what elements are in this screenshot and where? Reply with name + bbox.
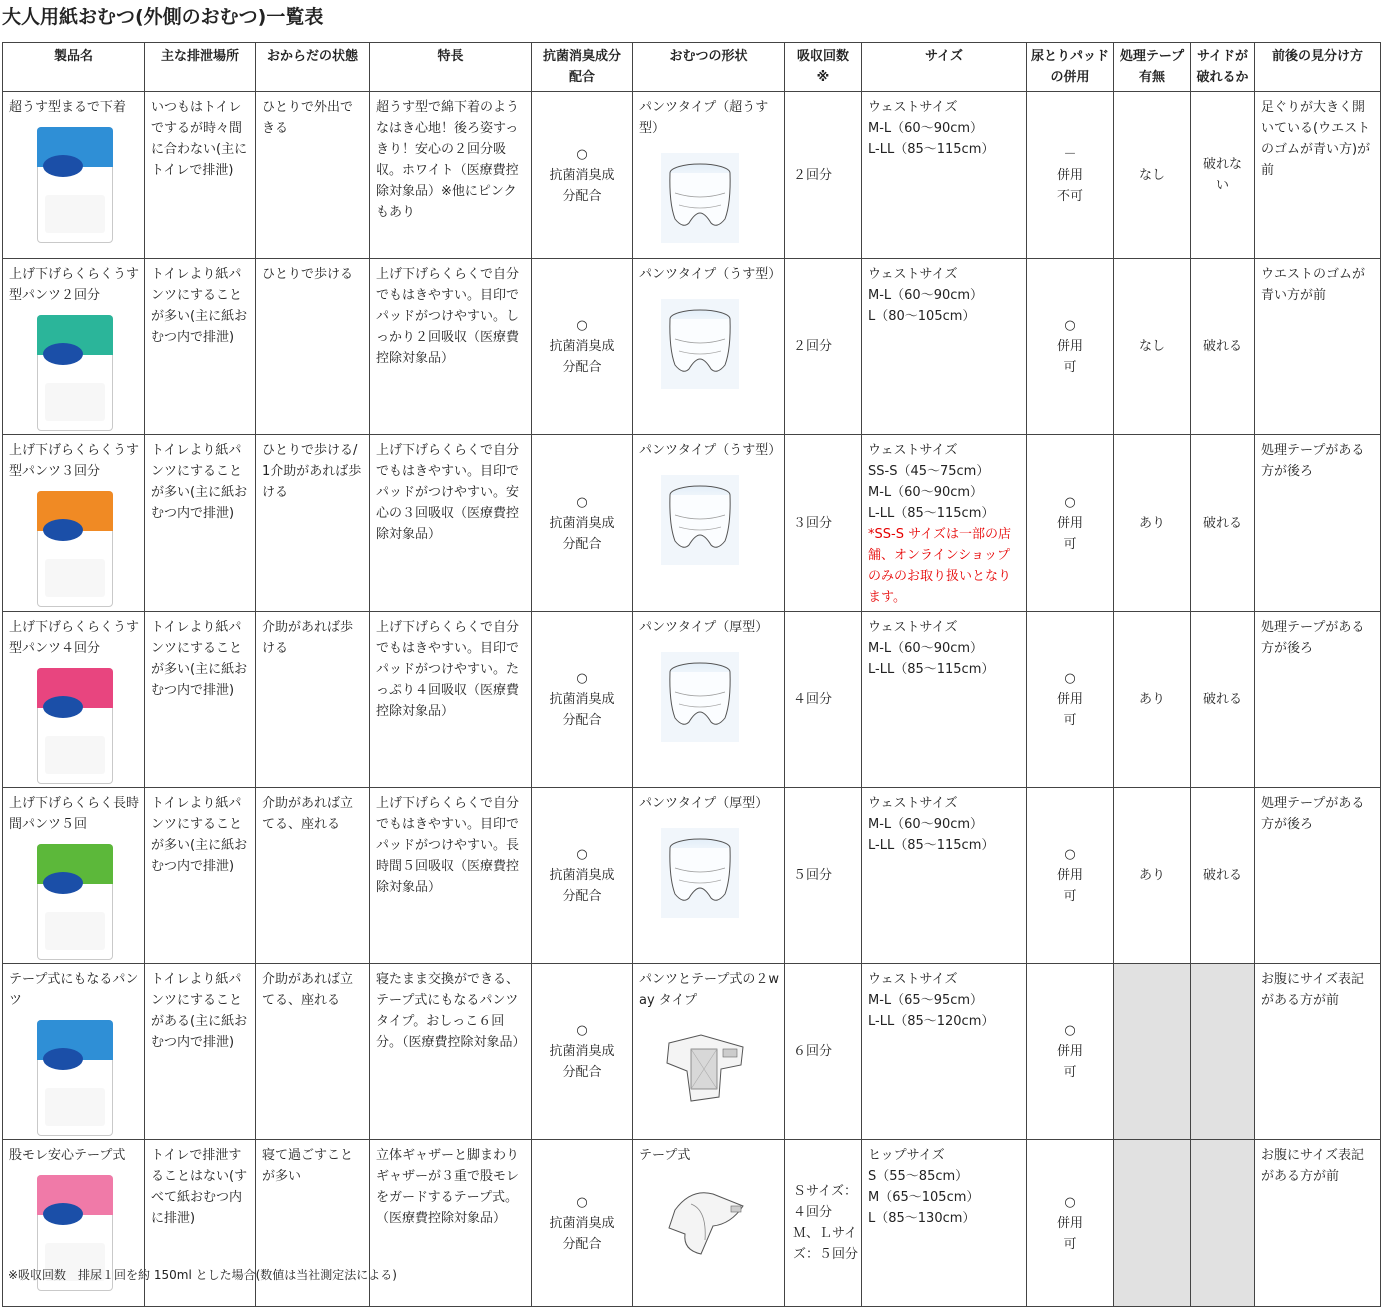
diaper-pants-icon: [661, 828, 739, 918]
product-name: テープ式にもなるパンツ: [9, 972, 139, 1008]
cell-pad: [1027, 435, 1114, 612]
cell-body: 介助があれば立てる、座れる: [256, 964, 370, 1140]
cell-place: トイレより紙パンツにすることがある(主に紙おむつ内で排泄): [145, 964, 256, 1140]
table-row: [3, 788, 1381, 964]
header-shape: おむつの形状: [633, 43, 785, 92]
cell-absorb: ４回分: [785, 612, 862, 788]
size-value: M（65～105cm）: [868, 1190, 980, 1205]
cell-absorb: ６回分: [785, 964, 862, 1140]
size-value: L-LL（85～115cm）: [868, 838, 995, 853]
header-place: 主な排泄場所: [145, 43, 256, 92]
shape-text: テープ式: [639, 1148, 691, 1163]
table-row: [3, 92, 1381, 259]
shape-text: パンツタイプ（厚型）: [639, 796, 769, 811]
cell-absorb: ５回分: [785, 788, 862, 964]
antibac-mark: ○: [576, 1194, 588, 1210]
size-value: M-L（60～90cm）: [868, 121, 984, 136]
cell-body: 介助があれば歩ける: [256, 612, 370, 788]
cell-absorb: ２回分: [785, 92, 862, 259]
cell-shape: [633, 259, 785, 435]
cell-front: ウエストのゴムが青い方が前: [1255, 259, 1381, 435]
header-front: 前後の見分け方: [1255, 43, 1381, 92]
size-value: L-LL（85～115cm）: [868, 506, 995, 521]
cell-front: 処理テープがある方が後ろ: [1255, 435, 1381, 612]
diaper-pants-icon: [661, 299, 739, 389]
antibac-text: 抗菌消臭成分配合: [549, 868, 615, 904]
antibac-text: 抗菌消臭成分配合: [549, 1044, 615, 1080]
size-value: M-L（60～90cm）: [868, 817, 984, 832]
cell-pad: [1027, 1140, 1114, 1307]
cell-size: [862, 788, 1027, 964]
cell-pad: [1027, 612, 1114, 788]
cell-side: 破れる: [1191, 259, 1255, 435]
pad-mark: －: [1063, 146, 1077, 162]
cell-place: トイレで排泄することはない(すべて紙おむつ内に排泄): [145, 1140, 256, 1307]
cell-size: [862, 92, 1027, 259]
table-row: [3, 964, 1381, 1140]
cell-front: 処理テープがある方が後ろ: [1255, 612, 1381, 788]
size-value: M-L（60～90cm）: [868, 485, 984, 500]
cell-feature: 上げ下げらくらくで自分でもはきやすい。目印でパッドがつけやすい。たっぷり４回吸収（医療費控除対象品）: [370, 612, 532, 788]
product-package-image: [37, 127, 113, 243]
cell-pad: [1027, 788, 1114, 964]
cell-tape: あり: [1114, 612, 1191, 788]
cell-side: 破れる: [1191, 435, 1255, 612]
cell-size: [862, 435, 1027, 612]
size-value: S（55～85cm）: [868, 1169, 969, 1184]
cell-shape: [633, 435, 785, 612]
shape-text: パンツタイプ（うす型）: [639, 267, 782, 282]
antibac-text: 抗菌消臭成分配合: [549, 339, 615, 375]
antibac-text: 抗菌消臭成分配合: [549, 692, 615, 728]
cell-shape: [633, 612, 785, 788]
cell-feature: 立体ギャザーと脚まわりギャザーが３重で股モレをガードするテープ式。（医療費控除対象品）: [370, 1140, 532, 1307]
cell-size: [862, 964, 1027, 1140]
cell-tape: なし: [1114, 92, 1191, 259]
cell-shape: [633, 964, 785, 1140]
pad-text: 併用不可: [1056, 167, 1083, 204]
size-value: L（85～130cm）: [868, 1211, 976, 1226]
header-side: サイドが 破れるか: [1191, 43, 1255, 92]
pad-mark: ○: [1064, 1023, 1076, 1038]
shape-text: パンツタイプ（超うす型）: [639, 100, 769, 136]
cell-front: お腹にサイズ表記がある方が前: [1255, 964, 1381, 1140]
table-row: [3, 259, 1381, 435]
shape-text: パンツタイプ（厚型）: [639, 620, 769, 635]
cell-feature: 超うす型で綿下着のようなはき心地！後ろ姿すっきり！安心の２回分吸収。ホワイト（医療費控除対象品）※他にピンクもあり: [370, 92, 532, 259]
cell-tape: あり: [1114, 435, 1191, 612]
cell-name: [3, 612, 145, 788]
cell-antibac: [532, 612, 633, 788]
header-antibac: 抗菌消臭成分 配合: [532, 43, 633, 92]
size-note: *SS-S サイズは一部の店舗、オンラインショップのみのお取り扱いとなります。: [868, 527, 1012, 605]
diaper-pants-icon: [661, 153, 739, 243]
brand-logo-icon: [43, 1203, 83, 1225]
cell-antibac: [532, 92, 633, 259]
diaper-pants-icon: [661, 475, 739, 565]
cell-place: トイレより紙パンツにすることが多い(主に紙おむつ内で排泄): [145, 788, 256, 964]
page-title: 大人用紙おむつ(外側のおむつ)一覧表: [2, 6, 324, 28]
cell-body: 介助があれば立てる、座れる: [256, 788, 370, 964]
cell-pad: [1027, 259, 1114, 435]
product-package-image: [37, 668, 113, 784]
cell-shape: [633, 1140, 785, 1307]
cell-body: 寝て過ごすことが多い: [256, 1140, 370, 1307]
cell-pad: [1027, 92, 1114, 259]
cell-name: [3, 788, 145, 964]
cell-tape: [1114, 964, 1191, 1140]
header-tape: 処理テープ 有無: [1114, 43, 1191, 92]
product-package-image: [37, 1020, 113, 1136]
diaper-tape-open-icon: [661, 1180, 751, 1266]
cell-front: 足ぐりが大きく開いている(ウエストのゴムが青い方)が前: [1255, 92, 1381, 259]
cell-side: 破れない: [1191, 92, 1255, 259]
size-label: ウェストサイズ: [868, 796, 958, 811]
cell-side: 破れる: [1191, 612, 1255, 788]
antibac-mark: ○: [576, 146, 588, 162]
cell-place: トイレより紙パンツにすることが多い(主に紙おむつ内で排泄): [145, 612, 256, 788]
cell-feature: 上げ下げらくらくで自分でもはきやすい。目印でパッドがつけやすい。安心の３回吸収（医療費控除対象品）: [370, 435, 532, 612]
pad-mark: ○: [1064, 1194, 1076, 1210]
cell-shape: [633, 788, 785, 964]
size-value: SS-S（45～75cm）: [868, 464, 990, 479]
cell-front: 処理テープがある方が後ろ: [1255, 788, 1381, 964]
cell-name: [3, 259, 145, 435]
product-name: 上げ下げらくらくうす型パンツ４回分: [9, 620, 140, 656]
shape-text: パンツタイプ（うす型）: [639, 443, 782, 458]
cell-size: [862, 1140, 1027, 1307]
diaper-comparison-table: [2, 42, 1381, 1307]
brand-logo-icon: [43, 696, 83, 718]
product-name: 股モレ安心テープ式: [9, 1148, 126, 1163]
cell-name: [3, 435, 145, 612]
cell-absorb: Ｓサイズ：４回分 Ｍ、Ｌサイズ：５回分: [785, 1140, 862, 1307]
antibac-text: 抗菌消臭成分配合: [549, 515, 615, 552]
cell-side: 破れる: [1191, 788, 1255, 964]
size-label: ウェストサイズ: [868, 443, 958, 458]
cell-tape: なし: [1114, 259, 1191, 435]
size-value: M-L（60～90cm）: [868, 288, 984, 303]
brand-logo-icon: [43, 519, 83, 541]
header-feature: 特長: [370, 43, 532, 92]
size-value: M-L（60～90cm）: [868, 641, 984, 656]
pad-text: 併用可: [1056, 339, 1083, 375]
antibac-text: 抗菌消臭成分配合: [549, 167, 615, 204]
cell-name: [3, 92, 145, 259]
antibac-mark: ○: [576, 1023, 588, 1038]
cell-feature: 上げ下げらくらくで自分でもはきやすい。目印でパッドがつけやすい。しっかり２回吸収（医療費控除対象品）: [370, 259, 532, 435]
size-value: M-L（65～95cm）: [868, 993, 984, 1008]
cell-size: [862, 259, 1027, 435]
cell-feature: 寝たまま交換ができる、テープ式にもなるパンツタイプ。おしっこ６回分。（医療費控除対象品）: [370, 964, 532, 1140]
cell-absorb: ３回分: [785, 435, 862, 612]
shape-text: パンツとテープ式の２way タイプ: [639, 972, 779, 1008]
footnote: ※吸収回数 排尿１回を約 150ml とした場合(数値は当社測定法による): [8, 1268, 397, 1282]
pad-mark: ○: [1064, 318, 1076, 333]
header-body: おからだの状態: [256, 43, 370, 92]
pad-text: 併用可: [1056, 1044, 1083, 1080]
antibac-mark: ○: [576, 494, 588, 510]
antibac-mark: ○: [576, 671, 588, 686]
cell-side: [1191, 1140, 1255, 1307]
pad-text: 併用可: [1056, 515, 1083, 552]
cell-place: トイレより紙パンツにすることが多い(主に紙おむつ内で排泄): [145, 259, 256, 435]
cell-tape: あり: [1114, 788, 1191, 964]
cell-shape: [633, 92, 785, 259]
product-name: 上げ下げらくらく長時間パンツ５回: [9, 796, 140, 832]
diaper-tape-icon: [661, 1025, 751, 1111]
cell-side: [1191, 964, 1255, 1140]
cell-name: [3, 964, 145, 1140]
cell-antibac: [532, 259, 633, 435]
pad-text: 併用可: [1056, 1215, 1083, 1252]
cell-absorb: ２回分: [785, 259, 862, 435]
header-size: サイズ: [862, 43, 1027, 92]
header-pad: 尿とりパッド の併用: [1027, 43, 1114, 92]
product-package-image: [37, 844, 113, 960]
antibac-text: 抗菌消臭成分配合: [549, 1215, 615, 1252]
cell-body: ひとりで歩ける/1介助があれば歩ける: [256, 435, 370, 612]
size-value: L-LL（85～115cm）: [868, 142, 995, 157]
pad-mark: ○: [1064, 671, 1076, 686]
pad-mark: ○: [1064, 494, 1076, 510]
cell-size: [862, 612, 1027, 788]
header-absorb: 吸収回数 ※: [785, 43, 862, 92]
cell-front: お腹にサイズ表記がある方が前: [1255, 1140, 1381, 1307]
pad-mark: ○: [1064, 847, 1076, 862]
header-name: 製品名: [3, 43, 145, 92]
cell-body: ひとりで歩ける: [256, 259, 370, 435]
product-package-image: [37, 315, 113, 431]
antibac-mark: ○: [576, 318, 588, 333]
cell-place: トイレより紙パンツにすることが多い(主に紙おむつ内で排泄): [145, 435, 256, 612]
brand-logo-icon: [43, 343, 83, 365]
size-label: ウェストサイズ: [868, 267, 958, 282]
size-value: L-LL（85～120cm）: [868, 1014, 995, 1029]
cell-antibac: [532, 1140, 633, 1307]
brand-logo-icon: [43, 1048, 83, 1070]
cell-antibac: [532, 788, 633, 964]
size-label: ヒップサイズ: [868, 1148, 945, 1163]
size-value: L-LL（85～115cm）: [868, 662, 995, 677]
cell-place: いつもはトイレでするが時々間に合わない(主にトイレで排泄): [145, 92, 256, 259]
brand-logo-icon: [43, 872, 83, 894]
product-name: 上げ下げらくらくうす型パンツ３回分: [9, 443, 140, 479]
product-package-image: [37, 491, 113, 607]
size-label: ウェストサイズ: [868, 100, 958, 115]
size-label: ウェストサイズ: [868, 620, 958, 635]
cell-antibac: [532, 964, 633, 1140]
pad-text: 併用可: [1056, 868, 1083, 904]
cell-pad: [1027, 964, 1114, 1140]
cell-body: ひとりで外出できる: [256, 92, 370, 259]
brand-logo-icon: [43, 155, 83, 177]
cell-antibac: [532, 435, 633, 612]
size-value: L（80～105cm）: [868, 309, 976, 324]
cell-feature: 上げ下げらくらくで自分でもはきやすい。目印でパッドがつけやすい。長時間５回吸収（医療費控除対象品）: [370, 788, 532, 964]
product-name: 超うす型まるで下着: [9, 100, 126, 115]
diaper-pants-icon: [661, 652, 739, 742]
table-row: [3, 435, 1381, 612]
header-row: [3, 43, 1381, 92]
pad-text: 併用可: [1056, 692, 1083, 728]
product-name: 上げ下げらくらくうす型パンツ２回分: [9, 267, 140, 303]
table-row: [3, 612, 1381, 788]
size-label: ウェストサイズ: [868, 972, 958, 987]
antibac-mark: ○: [576, 847, 588, 862]
cell-tape: [1114, 1140, 1191, 1307]
